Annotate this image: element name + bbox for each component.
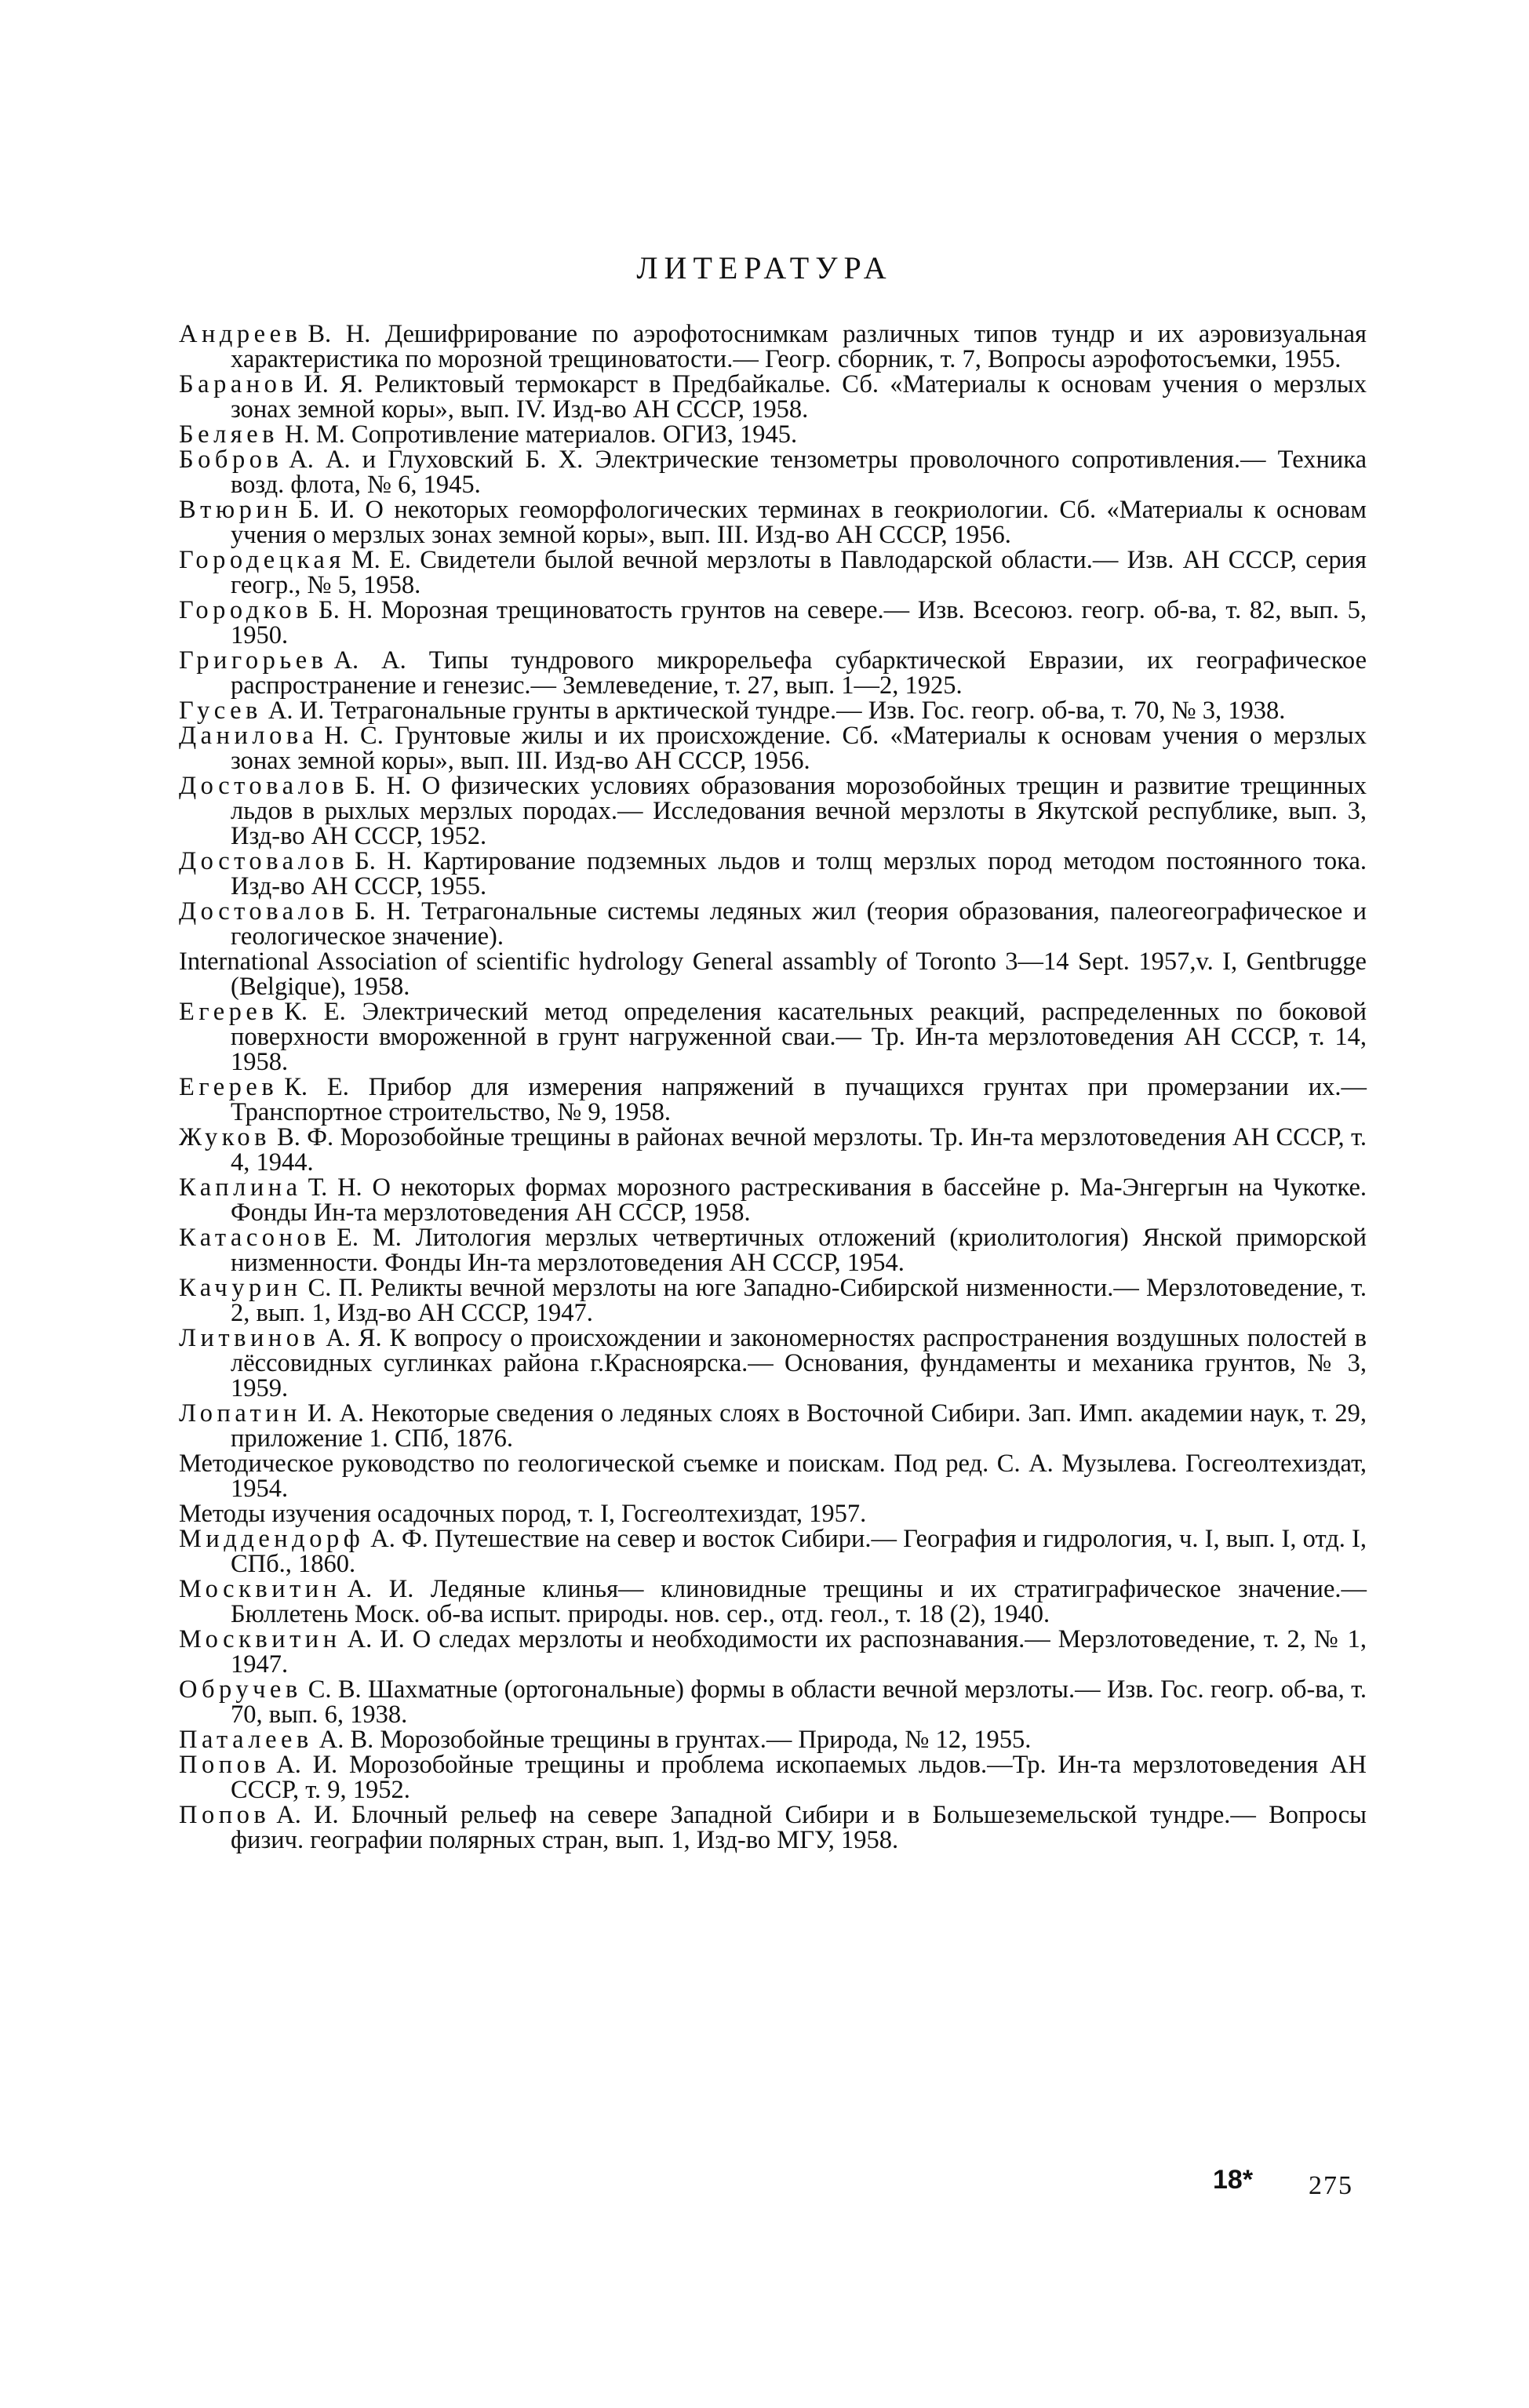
reference-entry	[179, 849, 1367, 899]
reference-entry	[179, 1401, 1367, 1451]
reference-author: Жуков	[179, 1123, 271, 1151]
reference-author: Городков	[179, 596, 313, 624]
reference-entry	[179, 372, 1367, 422]
reference-text: Методическое руководство по геологической съемке и поискам. Под ред. С. А. Музылева. Госгеолтехиздат, 1954.	[179, 1450, 1367, 1503]
reference-author: Качурин	[179, 1274, 302, 1302]
reference-text: А. И. Тетрагональные грунты в арктической тундре.— Изв. Гос. геогр. об-ва, т. 70, № 3, 1938.	[268, 697, 1286, 725]
reference-text: А. А. и Глуховский Б. Х. Электрические тензометры проволочного сопротивления.— Техника возд. флота, № 6, 1945.	[231, 446, 1367, 499]
reference-author: Достовалов	[179, 897, 349, 926]
reference-text: Т. Н. О некоторых формах морозного растрескивания в бассейне р. Ма-Энгергын на Чукотке. Фонды Ин-та мерзлотоведения АН СССР, 1958.	[231, 1173, 1367, 1227]
reference-author: Городецкая	[179, 546, 345, 574]
reference-author: Попов	[179, 1751, 271, 1779]
reference-text: Б. Н. Картирование подземных льдов и толщ мерзлых пород методом постоянного тока. Изд-во АН СССР, 1955.	[231, 847, 1367, 900]
reference-author: Каплина	[179, 1173, 302, 1202]
reference-author: Гусев	[179, 697, 262, 725]
reference-author: Достовалов	[179, 847, 349, 875]
reference-entry	[179, 1451, 1367, 1501]
reference-entry	[179, 698, 1367, 723]
reference-author: Литвинов	[179, 1324, 320, 1352]
reference-text: Б. И. О некоторых геоморфологических терминах в геокриологии. Сб. «Материалы к основам учения о мерзлых зонах земной коры», вып. III. Изд-во АН СССР, 1956.	[231, 496, 1367, 549]
reference-author: Андреев	[179, 320, 302, 348]
reference-author: Миддендорф	[179, 1525, 365, 1553]
reference-author: Москвитин	[179, 1625, 341, 1653]
reference-entry	[179, 1225, 1367, 1275]
page-title: ЛИТЕРАТУРА	[636, 250, 893, 286]
page-number: 275	[1309, 2171, 1353, 2200]
reference-text: А. Я. К вопросу о происхождении и закономерностях распространения воздушных полостей в лёссовидных суглинках района г.Красноярска.— Основания, фундаменты и механика грунтов, № 3, 1959.	[231, 1324, 1367, 1402]
reference-text: В. Ф. Морозобойные трещины в районах вечной мерзлоты. Тр. Ин-та мерзлотоведения АН СССР, т. 4, 1944.	[231, 1123, 1367, 1177]
reference-entry	[179, 1627, 1367, 1677]
reference-entry	[179, 1677, 1367, 1727]
reference-text: И. Я. Реликтовый термокарст в Предбайкалье. Сб. «Материалы к основам учения о мерзлых зонах земной коры», вып. IV. Изд-во АН СССР, 1958.	[231, 370, 1367, 424]
reference-entry	[179, 547, 1367, 598]
reference-text: К. Е. Прибор для измерения напряжений в пучащихся грунтах при промерзании их.— Транспортное строительство, № 9, 1958.	[231, 1073, 1367, 1126]
reference-entry	[179, 447, 1367, 497]
reference-text: Б. Н. Тетрагональные системы ледяных жил (теория образования, палеогеографическое и геологическое значение).	[231, 897, 1367, 951]
reference-text: В. Н. Дешифрирование по аэрофотоснимкам различных типов тундр и их аэровизуальная характеристика по морозной трещиноватости.— Геогр. сборник, т. 7, Вопросы аэрофотосъемки, 1955.	[231, 320, 1367, 373]
reference-text: А. В. Морозобойные трещины в грунтах.— Природа, № 12, 1955.	[319, 1726, 1032, 1754]
reference-entry	[179, 422, 1367, 447]
reference-author: Попов	[179, 1801, 271, 1829]
reference-entry	[179, 1175, 1367, 1225]
reference-text: Б. Н. Морозная трещиноватость грунтов на севере.— Изв. Всесоюз. геогр. об-ва, т. 82, вып. 5, 1950.	[231, 596, 1367, 649]
reference-text: М. Е. Свидетели былой вечной мерзлоты в Павлодарской области.— Изв. АН СССР, серия геогр., № 5, 1958.	[231, 546, 1367, 599]
reference-text: Б. Н. О физических условиях образования морозобойных трещин и развитие трещинных льдов в рыхлых мерзлых породах.— Исследования вечной мерзлоты в Якутской республике, вып. 3, Изд-во АН СССР, 1952.	[231, 772, 1367, 850]
reference-author: Москвитин	[179, 1575, 341, 1603]
reference-author: Втюрин	[179, 496, 293, 524]
reference-entry	[179, 322, 1367, 372]
reference-author: Обручев	[179, 1675, 302, 1704]
reference-list	[179, 322, 1367, 1853]
reference-entry	[179, 1526, 1367, 1577]
reference-author: Достовалов	[179, 772, 349, 800]
reference-author: Егерев	[179, 1073, 278, 1101]
reference-text: Н. С. Грунтовые жилы и их происхождение. Сб. «Материалы к основам учения о мерзлых зонах земной коры», вып. III. Изд-во АН СССР, 1956.	[231, 722, 1367, 775]
reference-entry	[179, 899, 1367, 949]
reference-author: Катасонов	[179, 1224, 331, 1252]
reference-text: И. А. Некоторые сведения о ледяных слоях в Восточной Сибири. Зап. Имп. академии наук, т. 29, приложение 1. СПб, 1876.	[231, 1399, 1367, 1453]
reference-entry	[179, 1501, 1367, 1526]
reference-text: Е. М. Литология мерзлых четвертичных отложений (криолитология) Янской приморской низменности. Фонды Ин-та мерзлотоведения АН СССР, 1954.	[231, 1224, 1367, 1277]
reference-author: Паталеев	[179, 1726, 313, 1754]
reference-text: А. Ф. Путешествие на север и восток Сибири.— География и гидрология, ч. I, вып. I, отд. I, СПб., 1860.	[231, 1525, 1367, 1578]
reference-author: Бобров	[179, 446, 283, 474]
reference-text: А. И. Морозобойные трещины и проблема ископаемых льдов.—Тр. Ин-та мерзлотоведения АН СССР, т. 9, 1952.	[231, 1751, 1367, 1804]
reference-text: Методы изучения осадочных пород, т. I, Госгеолтехиздат, 1957.	[179, 1500, 867, 1528]
reference-author: Баранов	[179, 370, 298, 398]
reference-text: А. А. Типы тундрового микрорельефа субарктической Евразии, их географическое распространение и генезис.— Землеведение, т. 27, вып. 1—2, 1925.	[231, 646, 1367, 700]
reference-entry	[179, 1275, 1367, 1326]
reference-text: International Association of scientific hydrology General assambly of Toronto 3—14 Sept. 1957,v. I, Gentbrugge (Belgique), 1958.	[179, 948, 1367, 1001]
reference-author: Егерев	[179, 998, 278, 1026]
reference-entry	[179, 1075, 1367, 1125]
reference-entry	[179, 773, 1367, 849]
reference-text: А. И. О следах мерзлоты и необходимости их распознавания.— Мерзлотоведение, т. 2, № 1, 1947.	[231, 1625, 1367, 1679]
reference-entry	[179, 1802, 1367, 1853]
reference-text: Н. М. Сопротивление материалов. ОГИЗ, 1945.	[285, 420, 798, 449]
reference-author: Григорьев	[179, 646, 328, 675]
reference-entry	[179, 598, 1367, 648]
reference-text: С. П. Реликты вечной мерзлоты на юге Западно-Сибирской низменности.— Мерзлотоведение, т. 2, вып. 1, Изд-во АН СССР, 1947.	[231, 1274, 1367, 1327]
reference-entry	[179, 1752, 1367, 1802]
reference-entry	[179, 1577, 1367, 1627]
reference-author: Беляев	[179, 420, 279, 449]
reference-entry	[179, 1125, 1367, 1175]
reference-author: Данилова	[179, 722, 319, 750]
reference-author: Лопатин	[179, 1399, 301, 1428]
reference-entry	[179, 1727, 1367, 1752]
reference-text: А. И. Ледяные клинья— клиновидные трещины и их стратиграфическое значение.— Бюллетень Моск. об-ва испыт. природы. нов. сер., отд. геол., т. 18 (2), 1940.	[231, 1575, 1367, 1628]
reference-entry	[179, 1326, 1367, 1401]
reference-text: А. И. Блочный рельеф на севере Западной Сибири и в Большеземельской тундре.— Вопросы физич. географии полярных стран, вып. 1, Изд-во МГУ, 1958.	[231, 1801, 1367, 1854]
reference-entry	[179, 949, 1367, 999]
reference-text: К. Е. Электрический метод определения касательных реакций, распределенных по боковой поверхности вмороженной в грунт нагруженной сваи.— Тр. Ин-та мерзлотоведения АН СССР, т. 14, 1958.	[231, 998, 1367, 1076]
reference-entry	[179, 723, 1367, 773]
signature-mark: 18*	[1213, 2165, 1254, 2195]
reference-text: С. В. Шахматные (ортогональные) формы в области вечной мерзлоты.— Изв. Гос. геогр. об-ва, т. 70, вып. 6, 1938.	[231, 1675, 1367, 1729]
reference-entry	[179, 497, 1367, 547]
reference-entry	[179, 648, 1367, 698]
reference-entry	[179, 999, 1367, 1075]
